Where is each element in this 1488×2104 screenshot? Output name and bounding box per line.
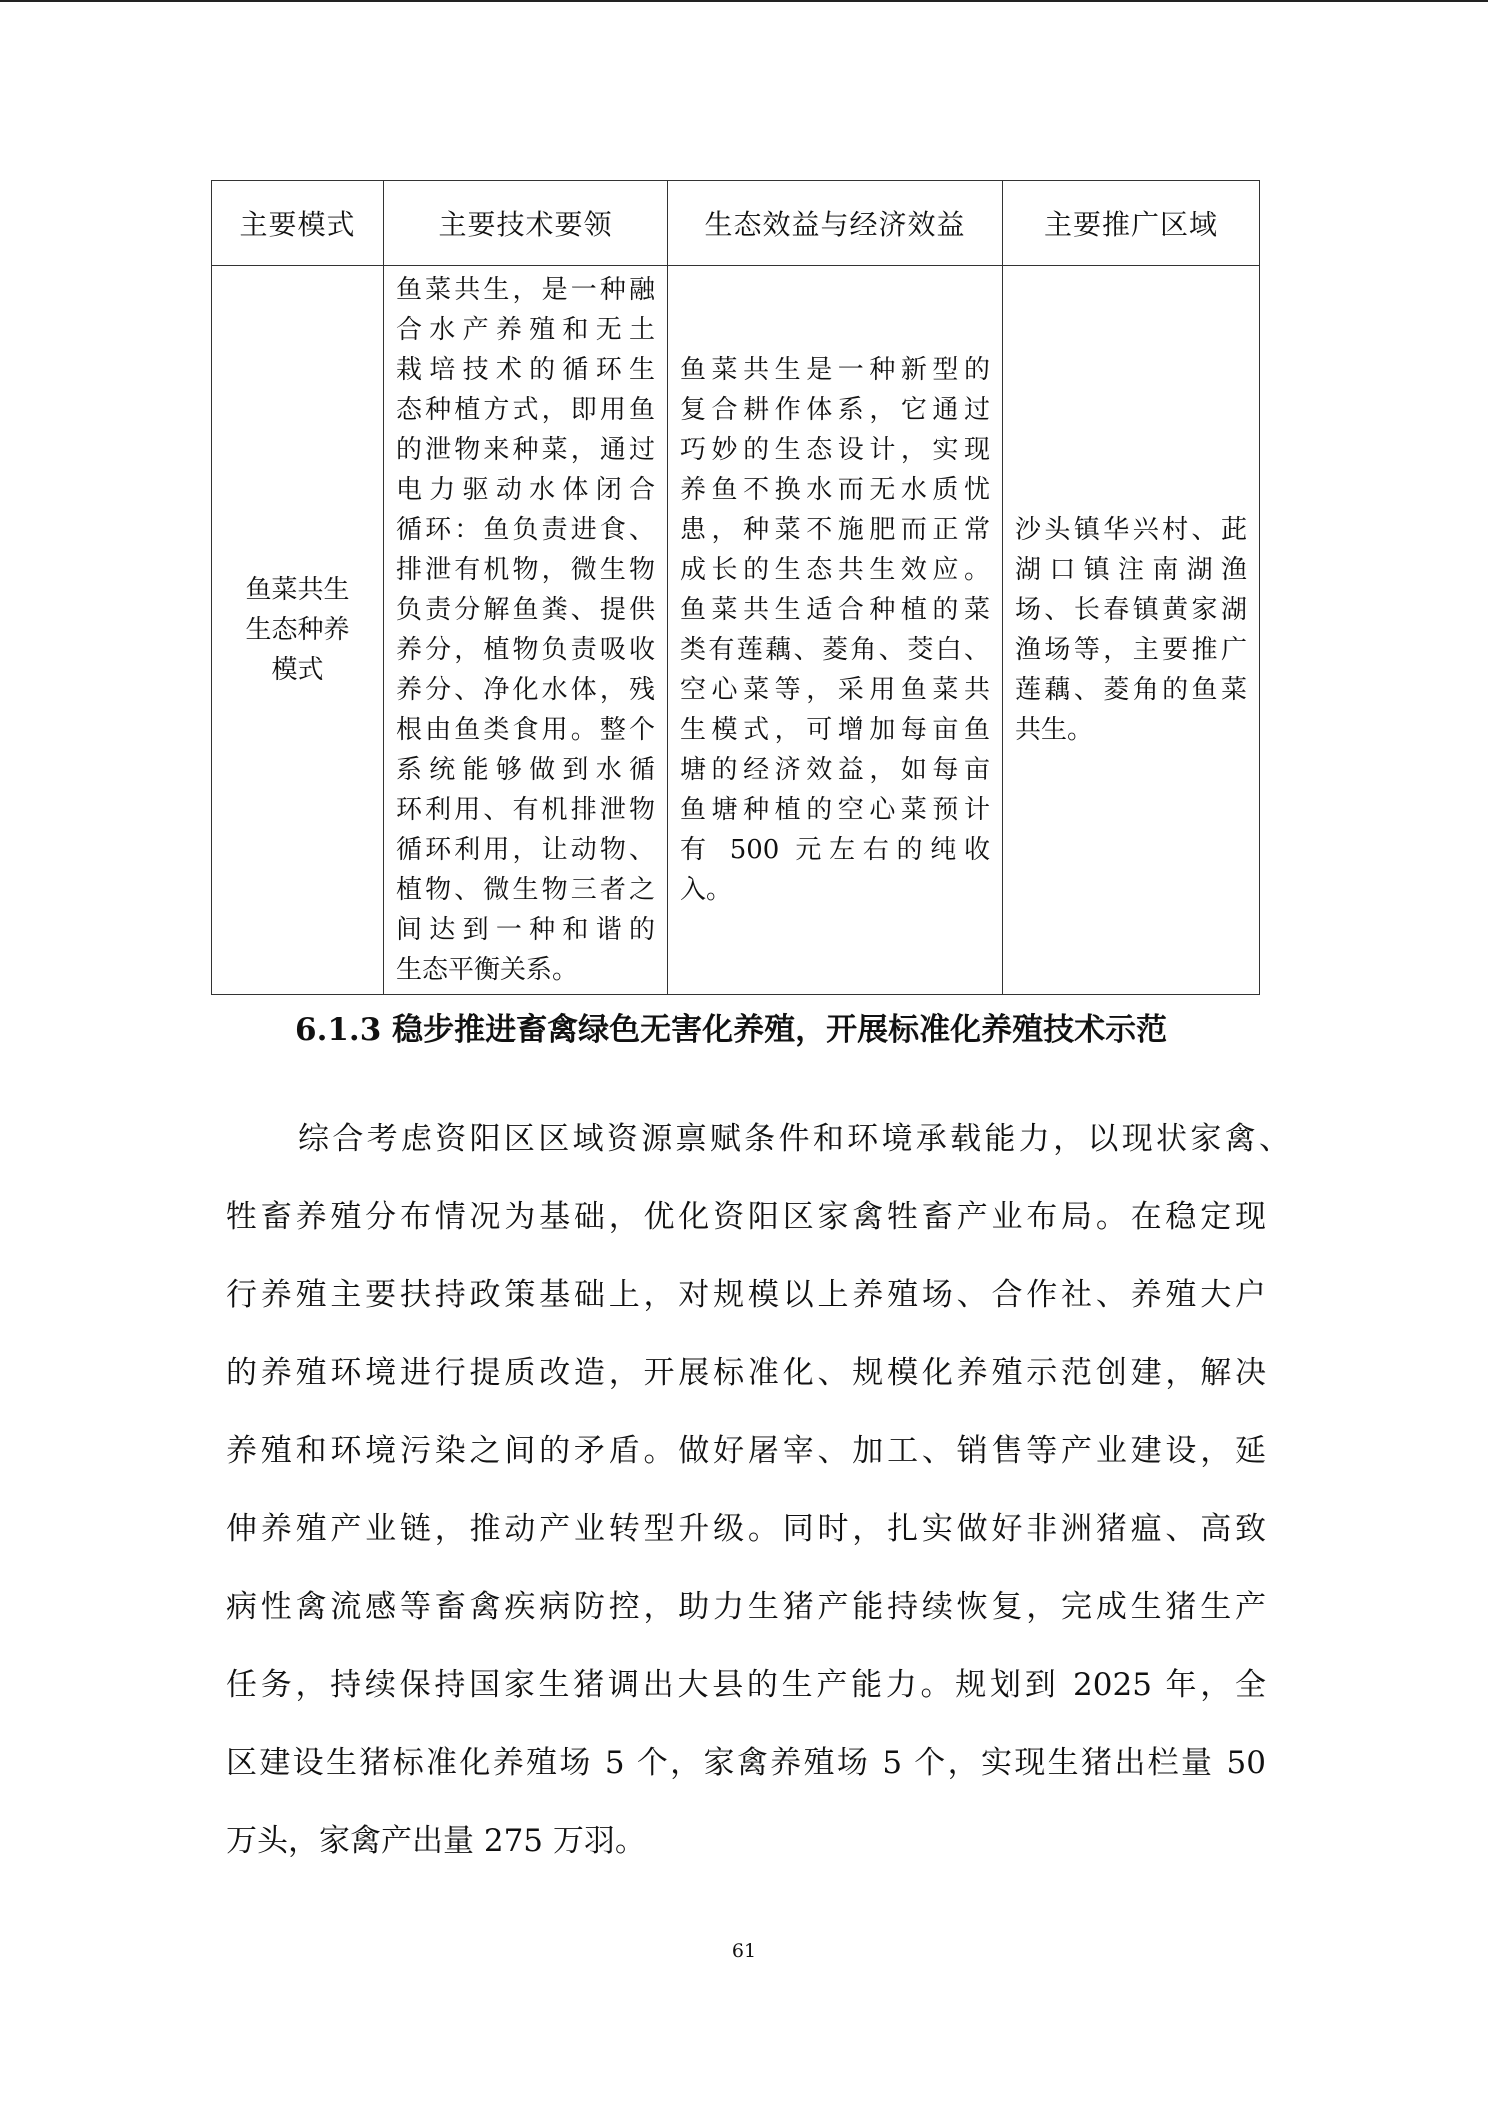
text-line: 鱼菜共生适合种植的菜: [680, 595, 990, 625]
text-line: 巧妙的生态设计，实现: [680, 435, 990, 465]
header-cell: 主要技术要领: [384, 181, 668, 266]
text-line: 态种植方式，即用鱼: [396, 395, 655, 425]
text-line: 环利用、有机排泄物: [396, 795, 655, 825]
region-cell: [1003, 266, 1260, 995]
header-cell: 主要模式: [212, 181, 384, 266]
model-table: [211, 180, 1260, 995]
text-line: 养分、净化水体，残: [396, 675, 655, 705]
text-line: 行养殖主要扶持政策基础上，对规模以上养殖场、合作社、养殖大户: [226, 1277, 1266, 1313]
text-line: 生态平衡关系。: [396, 955, 579, 985]
text-line: 伸养殖产业链，推动产业转型升级。同时，扎实做好非洲猪瘟、高致: [226, 1511, 1266, 1547]
text-line: 综合考虑资阳区区域资源禀赋条件和环境承载能力，以现状家禽、: [298, 1121, 1290, 1157]
text-line: 莲藕、菱角的鱼菜: [1015, 675, 1247, 705]
text-line: 共生。: [1015, 715, 1094, 745]
text-line: 循环利用，让动物、: [396, 835, 655, 865]
text-line: 养鱼不换水而无水质忧: [680, 475, 990, 505]
text-line: 负责分解鱼粪、提供: [396, 595, 655, 625]
text-line: 栽培技术的循环生: [396, 355, 655, 385]
text-line: 根由鱼类食用。整个: [396, 715, 655, 745]
text-line: 合水产养殖和无土: [396, 315, 655, 345]
text-line: 牲畜养殖分布情况为基础，优化资阳区家禽牲畜产业布局。在稳定现: [226, 1199, 1266, 1235]
tech-cell: [384, 266, 668, 995]
text-line: 患，种菜不施肥而正常: [680, 515, 990, 545]
text-line: 万头，家禽产出量 275 万羽。: [226, 1823, 646, 1859]
text-line: 沙头镇华兴村、茈: [1015, 515, 1247, 545]
page-top-border: [0, 0, 1488, 2]
text-line: 鱼菜共生，是一种融: [396, 275, 655, 305]
text-line: 有 500 元左右的纯收: [680, 835, 990, 865]
text-line: 入。: [680, 875, 733, 905]
region-text: [1003, 506, 1259, 754]
text-line: 的养殖环境进行提质改造，开展标准化、规模化养殖示范创建，解决: [226, 1355, 1266, 1391]
text-line: 间达到一种和谐的: [396, 915, 655, 945]
text-line: 电力驱动水体闭合: [396, 475, 655, 505]
text-line: 渔场等，主要推广: [1015, 635, 1247, 665]
text-line: 养殖和环境污染之间的矛盾。做好屠宰、加工、销售等产业建设，延: [226, 1433, 1266, 1469]
section-heading: 6.1.3 稳步推进畜禽绿色无害化养殖，开展标准化养殖技术示范: [295, 1012, 1168, 1048]
text-line: 植物、微生物三者之: [396, 875, 655, 905]
page-number: 61: [731, 1940, 757, 1962]
text-line: 循环：鱼负责进食、: [396, 515, 655, 545]
tech-text: [384, 266, 667, 994]
mode-line: 鱼菜共生: [245, 575, 350, 605]
table-row: [212, 266, 1260, 995]
header-cell: 生态效益与经济效益: [668, 181, 1003, 266]
text-line: 湖口镇注南湖渔: [1015, 555, 1247, 585]
body-paragraph: [226, 1100, 1290, 1880]
mode-cell: [212, 266, 384, 995]
mode-line: 模式: [271, 655, 324, 685]
text-line: 生模式，可增加每亩鱼: [680, 715, 990, 745]
text-line: 系统能够做到水循: [396, 755, 655, 785]
text-line: 排泄有机物，微生物: [396, 555, 655, 585]
text-line: 塘的经济效益，如每亩: [680, 755, 990, 785]
text-line: 任务，持续保持国家生猪调出大县的生产能力。规划到 2025 年，全: [226, 1667, 1266, 1703]
text-line: 病性禽流感等畜禽疾病防控，助力生猪产能持续恢复，完成生猪生产: [226, 1589, 1266, 1625]
text-line: 的泄物来种菜，通过: [396, 435, 655, 465]
table-header-row: [212, 181, 1260, 266]
text-line: 区建设生猪标准化养殖场 5 个，家禽养殖场 5 个，实现生猪出栏量 50: [226, 1745, 1266, 1781]
benefit-text: [668, 346, 1002, 914]
text-line: 复合耕作体系，它通过: [680, 395, 990, 425]
text-line: 养分，植物负责吸收: [396, 635, 655, 665]
text-line: 鱼菜共生是一种新型的: [680, 355, 990, 385]
text-line: 场、长春镇黄家湖: [1015, 595, 1247, 625]
header-cell: 主要推广区域: [1003, 181, 1260, 266]
text-line: 类有莲藕、菱角、茭白、: [680, 635, 990, 665]
text-line: 成长的生态共生效应。: [680, 555, 990, 585]
benefit-cell: [668, 266, 1003, 995]
mode-line: 生态种养: [245, 615, 350, 645]
text-line: 鱼塘种植的空心菜预计: [680, 795, 990, 825]
text-line: 空心菜等，采用鱼菜共: [680, 675, 990, 705]
